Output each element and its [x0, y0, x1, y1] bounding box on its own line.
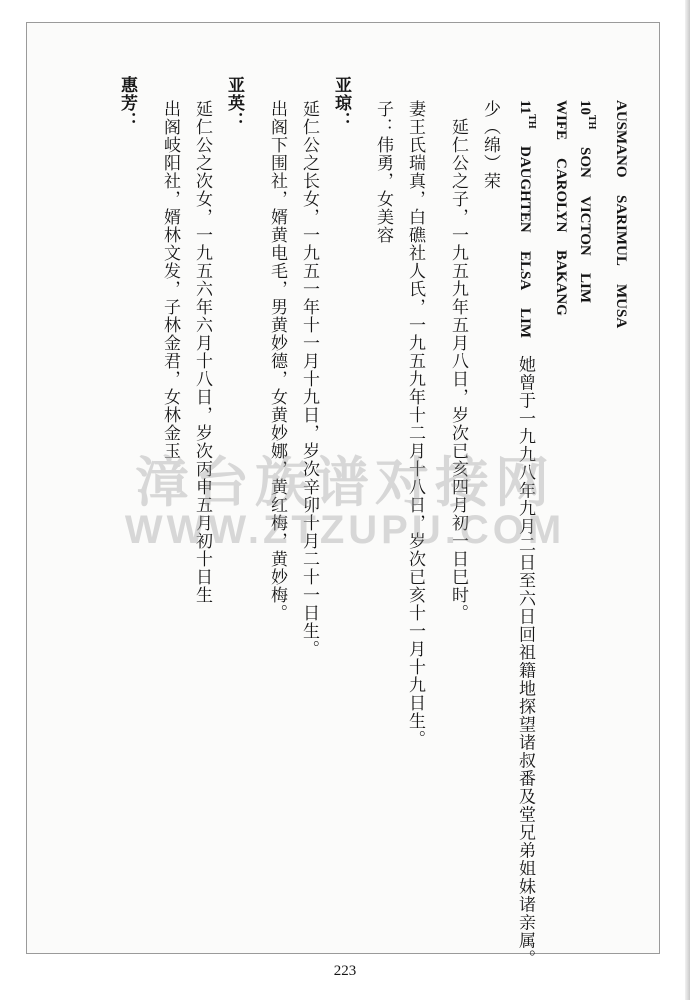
yaqiong-heading: 亚琼：	[331, 76, 351, 130]
yaying-birth: 延仁公之次女，一九五六年六月十八日，岁次丙申五月初十日生	[192, 100, 212, 604]
watermark-cn: 漳台族谱对接网	[135, 451, 555, 514]
latin-word: WIFE	[553, 100, 569, 141]
children-record: 子：伟勇，女美容	[373, 100, 393, 244]
yaying-marriage: 出阁岐阳社，婿林文发，子林金君，女林金玉	[160, 100, 180, 460]
page-number: 223	[333, 963, 357, 979]
latin-word: SARIMUL	[613, 195, 629, 267]
latin-word: VICTON	[577, 195, 593, 256]
yaying-heading: 亚英：	[224, 76, 244, 130]
latin-word: CAROLYN	[553, 157, 569, 233]
ordinal-number: 10	[577, 100, 593, 115]
latin-line-daughter	[517, 100, 545, 968]
ordinal	[571, 100, 605, 129]
ordinal-number: 11	[517, 100, 533, 115]
latin-word: AUSMANO	[613, 100, 629, 178]
latin-word: DAUGHTEN	[517, 146, 533, 234]
page-edge-shadow	[685, 0, 690, 1000]
latin-line-son	[577, 100, 605, 317]
watermark-url: WWW.ZTZUPU.COM	[124, 508, 566, 552]
latin-line-wife	[547, 100, 575, 330]
latin-word: LIM	[577, 273, 593, 304]
ordinal	[511, 100, 545, 129]
latin-word: LIM	[517, 307, 533, 338]
latin-word: SON	[577, 147, 593, 179]
huifang-heading: 惠芳：	[117, 76, 137, 130]
latin-word: MUSA	[613, 283, 629, 329]
wife-record: 妻王氏瑞真，白礁社人氏，一九五九年十二月十八日，岁次已亥十一月十九日生。	[405, 100, 425, 748]
shao-rong-birth: 延仁公之子，一九五九年五月八日，岁次已亥四月初一日巳时。	[448, 118, 468, 622]
latin-word: ELSA	[517, 250, 533, 291]
yaqiong-marriage: 出阁下围社，婿黄电毛，男黄妙德，女黄妙娜，黄红梅，黄妙梅。	[267, 100, 287, 622]
latin-word: BAKANG	[553, 249, 569, 316]
shao-rong-heading: 少（绵）荣	[480, 100, 500, 190]
latin-line-name	[607, 100, 635, 342]
ordinal-suffix: TH	[526, 114, 537, 129]
yaqiong-birth: 延仁公之长女，一九五一年十一月十九日，岁次辛卯十月二十一日生。	[299, 100, 319, 658]
ordinal-suffix: TH	[586, 115, 597, 130]
visit-note: 她曾于一九九八年九月二日至六日回祖籍地探望诸叔番及堂兄弟姐妹诸亲属。	[515, 355, 535, 968]
